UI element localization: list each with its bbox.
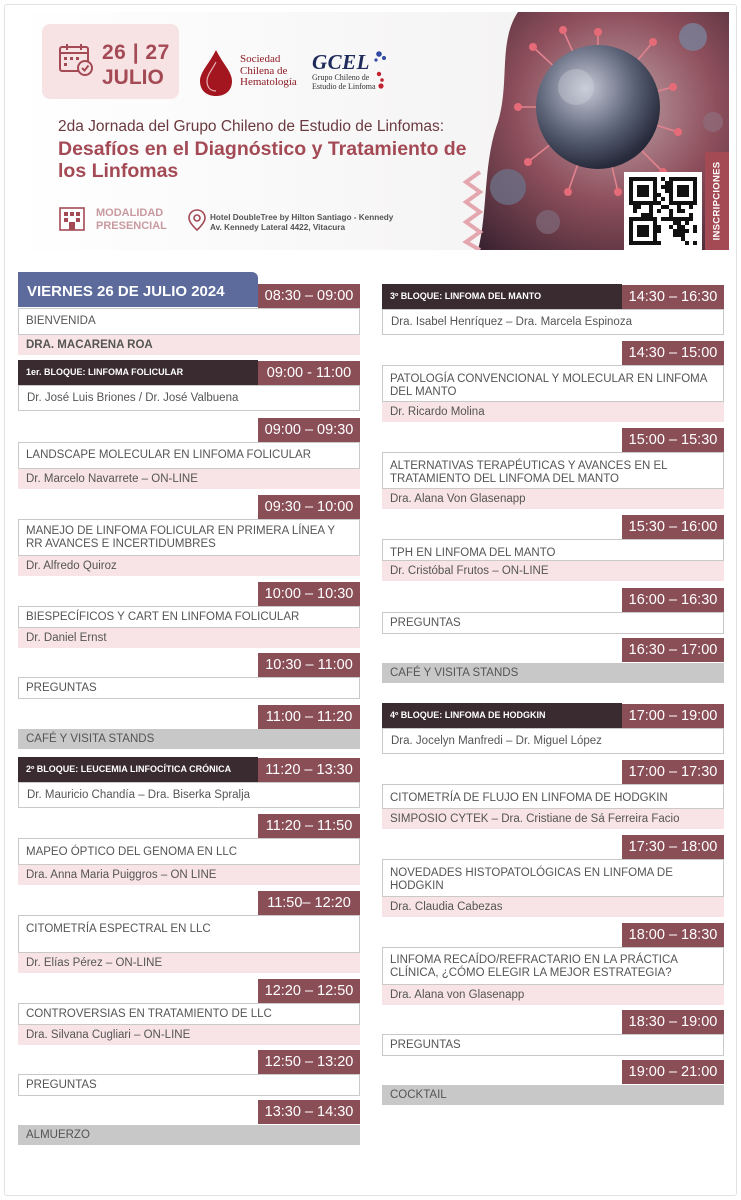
speaker: Dr. Alfredo Quiroz	[18, 556, 360, 576]
date-days: 26 | 27	[102, 41, 170, 64]
event-title: Desafíos en el Diagnóstico y Tratamiento de los Linfomas	[58, 138, 467, 182]
block-time: 17:00 – 19:00	[622, 704, 724, 728]
block-moderators: Dr. Mauricio Chandía – Dra. Biserka Spralja	[18, 782, 360, 808]
speaker: Dr. Daniel Ernst	[18, 628, 360, 648]
gcel-sub2: Estudio de Linfoma	[312, 82, 376, 91]
speaker: Dra. Anna Maria Puiggros – ON LINE	[18, 865, 360, 885]
speaker: DRA. MACARENA ROA	[18, 335, 360, 355]
talk-title: PREGUNTAS	[18, 677, 360, 699]
speaker: Dra. Alana Von Glasenapp	[382, 489, 724, 509]
talk-title: CONTROVERSIAS EN TRATAMIENTO DE LLC	[18, 1003, 360, 1025]
sch-line2: Chilena de	[240, 64, 288, 77]
talk-title: PATOLOGÍA CONVENCIONAL Y MOLECULAR EN LINFOMA DEL MANTO	[382, 365, 724, 402]
day-banner: VIERNES 26 DE JULIO 2024	[18, 272, 258, 307]
inscripciones-label: INSCRIPCIONES	[711, 161, 723, 241]
time-slot: 08:30 – 09:00	[258, 284, 360, 308]
event-pretitle: 2da Jornada del Grupo Chileno de Estudio de Linfomas:	[58, 118, 445, 135]
time-slot: 11:20 – 11:50	[258, 814, 360, 838]
speaker: Dr. Ricardo Molina	[382, 402, 724, 422]
time-slot: 09:00 – 09:30	[258, 418, 360, 442]
time-slot: 16:00 – 16:30	[622, 588, 724, 612]
block-header: 4º BLOQUE: LINFOMA DE HODGKIN	[382, 703, 622, 728]
block-header: 2º BLOQUE: LEUCEMIA LINFOCÍTICA CRÓNICA	[18, 757, 258, 782]
break-row: ALMUERZO	[18, 1125, 360, 1145]
time-slot: 12:20 – 12:50	[258, 979, 360, 1003]
time-slot: 11:00 – 11:20	[258, 705, 360, 729]
talk-title: BIESPECÍFICOS Y CART EN LINFOMA FOLICULAR	[18, 606, 360, 628]
time-slot: 15:30 – 16:00	[622, 515, 724, 539]
talk-title: MAPEO ÓPTICO DEL GENOMA EN LLC	[18, 838, 360, 865]
block-time: 11:20 – 13:30	[258, 758, 360, 782]
time-slot: 14:30 – 15:00	[622, 341, 724, 365]
block-moderators: Dra. Isabel Henríquez – Dra. Marcela Espinoza	[382, 309, 724, 335]
time-slot: 10:00 – 10:30	[258, 582, 360, 606]
talk-title: LANDSCAPE MOLECULAR EN LINFOMA FOLICULAR	[18, 442, 360, 469]
time-slot: 09:30 – 10:00	[258, 495, 360, 519]
time-slot: 18:00 – 18:30	[622, 923, 724, 947]
speaker: Dra. Silvana Cugliari – ON-LINE	[18, 1025, 360, 1045]
speaker: Dr. Elías Pérez – ON-LINE	[18, 953, 360, 973]
gcel-logo: GCEL	[312, 50, 371, 74]
time-slot: 11:50– 12:20	[258, 891, 360, 915]
block-time: 09:00 - 11:00	[258, 361, 360, 385]
speaker: Dr. Cristóbal Frutos – ON-LINE	[382, 561, 724, 581]
block-moderators: Dra. Jocelyn Manfredi – Dr. Miguel López	[382, 728, 724, 754]
time-slot: 12:50 – 13:20	[258, 1050, 360, 1074]
talk-title: PREGUNTAS	[382, 1034, 724, 1056]
speaker: Dr. Marcelo Navarrete – ON-LINE	[18, 469, 360, 489]
break-row: CAFÉ Y VISITA STANDS	[382, 663, 724, 683]
talk-title: ALTERNATIVAS TERAPÉUTICAS Y AVANCES EN EL TRATAMIENTO DEL LINFOMA DEL MANTO	[382, 452, 724, 489]
location-line2: Av. Kennedy Lateral 4422, Vitacura	[210, 223, 346, 232]
time-slot: 17:30 – 18:00	[622, 835, 724, 859]
sch-line3: Hematología	[240, 76, 297, 88]
talk-title: CITOMETRÍA DE FLUJO EN LINFOMA DE HODGKIN	[382, 784, 724, 809]
break-row: CAFÉ Y VISITA STANDS	[18, 729, 360, 749]
time-slot: 15:00 – 15:30	[622, 428, 724, 452]
talk-title: BIENVENIDA	[18, 308, 360, 335]
speaker: Dra. Claudia Cabezas	[382, 897, 724, 917]
date-month: JULIO	[102, 66, 164, 89]
time-slot: 10:30 – 11:00	[258, 653, 360, 677]
time-slot: 17:00 – 17:30	[622, 760, 724, 784]
location-line1: Hotel DoubleTree by Hilton Santiago - Kennedy	[210, 213, 394, 222]
modality-line1: MODALIDAD	[96, 207, 164, 219]
time-slot: 19:00 – 21:00	[622, 1060, 724, 1084]
block-moderators: Dr. José Luis Briones / Dr. José Valbuena	[18, 385, 360, 411]
time-slot: 18:30 – 19:00	[622, 1010, 724, 1034]
time-slot: 16:30 – 17:00	[622, 638, 724, 662]
talk-title: PREGUNTAS	[382, 612, 724, 634]
sch-line1: Sociedad	[240, 53, 281, 65]
talk-title: TPH EN LINFOMA DEL MANTO	[382, 539, 724, 561]
block-header: 1er. BLOQUE: LINFOMA FOLICULAR	[18, 360, 258, 385]
gcel-sub1: Grupo Chileno de	[312, 73, 370, 82]
break-row: COCKTAIL	[382, 1085, 724, 1105]
block-time: 14:30 – 16:30	[622, 285, 724, 309]
talk-title: LINFOMA RECAÍDO/REFRACTARIO EN LA PRÁCTICA CLÍNICA, ¿CÓMO ELEGIR LA MEJOR ESTRATEGIA?	[382, 947, 724, 985]
speaker: SIMPOSIO CYTEK – Dra. Cristiane de Sá Ferreira Facio	[382, 809, 724, 829]
speaker: Dra. Alana von Glasenapp	[382, 985, 724, 1005]
talk-title: NOVEDADES HISTOPATOLÓGICAS EN LINFOMA DE HODGKIN	[382, 859, 724, 897]
modality-line2: PRESENCIAL	[96, 220, 167, 232]
block-header: 3º BLOQUE: LINFOMA DEL MANTO	[382, 284, 622, 309]
talk-title: MANEJO DE LINFOMA FOLICULAR EN PRIMERA LÍNEA Y RR AVANCES E INCERTIDUMBRES	[18, 519, 360, 556]
time-slot: 13:30 – 14:30	[258, 1100, 360, 1124]
talk-title: CITOMETRÍA ESPECTRAL EN LLC	[18, 915, 360, 953]
talk-title: PREGUNTAS	[18, 1074, 360, 1096]
